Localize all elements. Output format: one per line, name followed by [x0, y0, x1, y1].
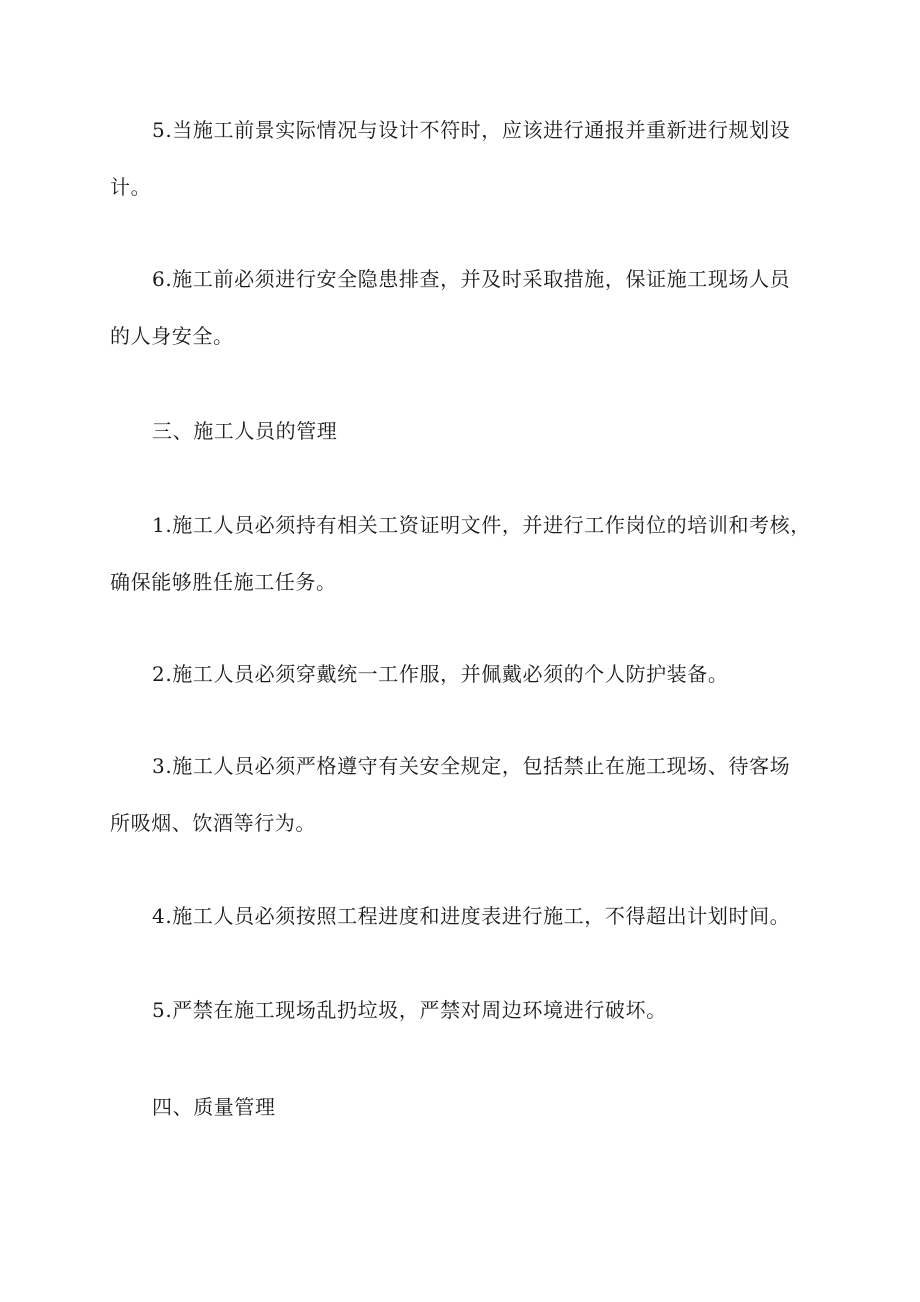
text-line: 5.当施工前景实际情况与设计不符时，应该进行通报并重新进行规划设	[152, 118, 791, 142]
text-line: 1.施工人员必须持有相关工资证明文件，并进行工作岗位的培训和考核，	[152, 513, 811, 537]
section-heading-quality	[110, 1079, 830, 1136]
item-5-environment	[110, 982, 830, 1039]
section-heading: 三、施工人员的管理	[152, 419, 338, 443]
item-1-qualification	[110, 497, 830, 611]
text-line: 3.施工人员必须严格遵守有关安全规定，包括禁止在施工现场、待客场	[152, 754, 791, 778]
text-line: 的人身安全。	[110, 324, 234, 348]
text-line: 4.施工人员必须按照工程进度和进度表进行施工，不得超出计划时间。	[152, 904, 791, 928]
text-line: 6.施工前必须进行安全隐患排查，并及时采取措施，保证施工现场人员	[152, 267, 791, 291]
text-line: 计。	[110, 175, 152, 199]
text-line: 5.严禁在施工现场乱扔垃圾，严禁对周边环境进行破坏。	[152, 998, 667, 1022]
text-line: 2.施工人员必须穿戴统一工作服，并佩戴必须的个人防护装备。	[152, 662, 729, 686]
section-heading: 四、质量管理	[152, 1095, 276, 1119]
item-2-uniform	[110, 646, 830, 703]
text-line: 所吸烟、饮酒等行为。	[110, 811, 316, 835]
item-6-safety-inspection	[110, 251, 830, 365]
item-5-design-mismatch	[110, 102, 830, 216]
text-line: 确保能够胜任施工任务。	[110, 570, 337, 594]
item-4-schedule	[110, 888, 830, 945]
item-3-safety-rules	[110, 738, 830, 852]
section-heading-personnel	[110, 403, 830, 460]
